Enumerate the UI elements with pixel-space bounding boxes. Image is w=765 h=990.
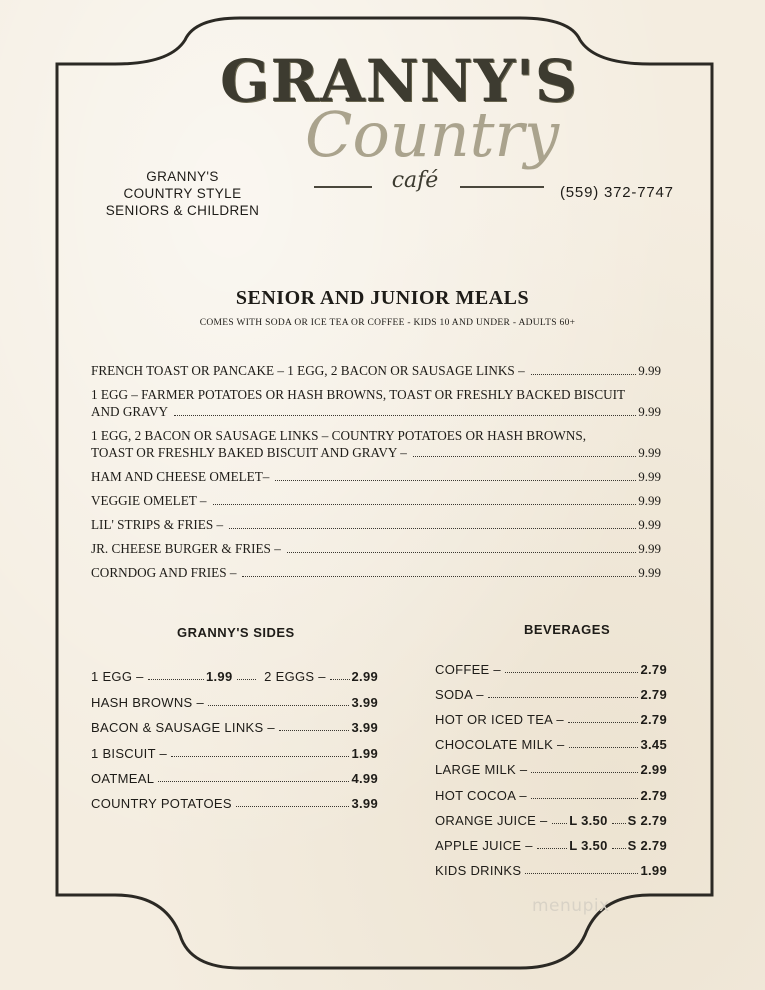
meal-price: 9.99 bbox=[638, 404, 661, 419]
leader-dots bbox=[236, 805, 350, 807]
beverage-label: HOT OR ICED TEA – bbox=[435, 712, 564, 728]
leader-dots bbox=[531, 771, 638, 773]
beverage-item bbox=[435, 677, 667, 702]
leader-dots bbox=[505, 671, 639, 673]
leader-dots bbox=[287, 551, 636, 553]
leader-dots bbox=[531, 797, 639, 799]
leader-dots bbox=[525, 872, 638, 874]
side-price: 3.99 bbox=[351, 694, 378, 710]
beverage-label: HOT COCOA – bbox=[435, 787, 527, 803]
meals-list bbox=[91, 362, 661, 581]
meal-item bbox=[91, 362, 661, 379]
leader-dots bbox=[208, 704, 350, 706]
meal-name: HAM AND CHEESE OMELET– bbox=[91, 469, 270, 484]
side-label: 1 BISCUIT – bbox=[91, 745, 168, 761]
meal-price: 9.99 bbox=[638, 517, 661, 532]
tagline-line: GRANNY'S bbox=[146, 169, 219, 184]
logo-grannys: GRANNY'S bbox=[220, 47, 578, 115]
leader-dots bbox=[148, 678, 204, 680]
leader-dots bbox=[158, 780, 349, 782]
side-price: 1.99 bbox=[205, 669, 233, 685]
beverage-item bbox=[435, 828, 667, 853]
side-item bbox=[91, 659, 378, 684]
beverage-item bbox=[435, 727, 667, 752]
beverage-item bbox=[435, 853, 667, 878]
beverage-label: KIDS DRINKS bbox=[435, 862, 522, 878]
leader-dots bbox=[488, 696, 639, 698]
leader-dots bbox=[242, 575, 636, 577]
beverage-label: APPLE JUICE – bbox=[435, 837, 533, 853]
beverage-price-large: L 3.50 bbox=[569, 812, 608, 828]
leader-dots bbox=[213, 503, 637, 505]
side-item bbox=[91, 684, 378, 709]
phone-number[interactable]: (559) 372-7747 bbox=[560, 184, 674, 201]
meal-name: LIL' STRIPS & FRIES – bbox=[91, 517, 224, 532]
side-label: 2 EGGS – bbox=[264, 669, 326, 685]
tagline-line: COUNTRY STYLE bbox=[123, 186, 242, 201]
beverage-price: 2.99 bbox=[640, 762, 667, 778]
meal-price: 9.99 bbox=[638, 493, 661, 508]
leader-dots bbox=[171, 755, 349, 757]
leader-dots bbox=[330, 678, 350, 680]
meal-item bbox=[91, 386, 661, 420]
leader-dots bbox=[568, 721, 639, 723]
section-subtitle: COMES WITH SODA OR ICE TEA OR COFFEE - KIDS 10 AND UNDER - ADULTS 60+ bbox=[199, 318, 576, 328]
leader-dots bbox=[279, 729, 350, 731]
side-price: 1.99 bbox=[351, 745, 378, 761]
beverage-item bbox=[435, 777, 667, 802]
beverage-price: 2.79 bbox=[640, 687, 667, 703]
leader-dots bbox=[413, 455, 636, 457]
beverages-list bbox=[435, 652, 667, 878]
meal-name: CORNDOG AND FRIES – bbox=[91, 565, 237, 580]
section-title: SENIOR AND JUNIOR MEALS bbox=[235, 287, 530, 309]
beverage-price: 3.45 bbox=[640, 737, 667, 753]
beverages-title: BEVERAGES bbox=[524, 622, 611, 637]
meal-price: 9.99 bbox=[638, 541, 661, 556]
sides-title: GRANNY'S SIDES bbox=[177, 625, 295, 640]
tagline-line: SENIORS & CHILDREN bbox=[105, 203, 260, 218]
leader-dots bbox=[275, 479, 636, 481]
beverage-price: 2.79 bbox=[640, 712, 667, 728]
side-price: 4.99 bbox=[351, 770, 378, 786]
logo-cafe: café bbox=[391, 168, 439, 193]
beverage-item bbox=[435, 752, 667, 777]
meal-name-cont: TOAST OR FRESHLY BAKED BISCUIT AND GRAVY – bbox=[91, 445, 407, 460]
meal-name: JR. CHEESE BURGER & FRIES – bbox=[91, 541, 281, 556]
sides-list bbox=[91, 659, 378, 811]
logo-rule-right bbox=[460, 186, 544, 188]
side-segment bbox=[91, 669, 233, 684]
watermark: menupix bbox=[532, 896, 610, 916]
meal-price: 9.99 bbox=[638, 469, 661, 484]
side-item bbox=[91, 786, 378, 811]
meal-item bbox=[91, 516, 661, 533]
side-item bbox=[91, 710, 378, 735]
meal-name: 1 EGG – FARMER POTATOES OR HASH BROWNS, TOAST OR FRESHLY BACKED BISCUIT bbox=[91, 387, 626, 402]
beverage-price-small: S 2.79 bbox=[627, 837, 667, 853]
side-label: BACON & SAUSAGE LINKS – bbox=[91, 720, 275, 736]
leader-dots bbox=[612, 822, 626, 824]
leader-dots bbox=[612, 847, 626, 849]
beverage-label: ORANGE JUICE – bbox=[435, 812, 548, 828]
meal-item bbox=[91, 564, 661, 581]
side-item bbox=[91, 761, 378, 786]
leader-dots bbox=[531, 373, 637, 375]
meal-name: 1 EGG, 2 BACON OR SAUSAGE LINKS – COUNTRY POTATOES OR HASH BROWNS, bbox=[91, 428, 586, 443]
meal-item bbox=[91, 540, 661, 557]
beverage-price: 2.79 bbox=[640, 662, 667, 678]
meal-item bbox=[91, 427, 661, 461]
side-label: HASH BROWNS – bbox=[91, 694, 204, 710]
leader-dots bbox=[229, 527, 636, 529]
side-price: 3.99 bbox=[351, 720, 378, 736]
leader-dots bbox=[552, 822, 568, 824]
beverage-price: 1.99 bbox=[640, 862, 667, 878]
beverage-label: LARGE MILK – bbox=[435, 762, 528, 778]
beverage-item bbox=[435, 702, 667, 727]
beverage-label: SODA – bbox=[435, 687, 484, 703]
beverage-item bbox=[435, 652, 667, 677]
side-label: 1 EGG – bbox=[91, 669, 144, 685]
side-item bbox=[91, 735, 378, 760]
side-price: 3.99 bbox=[351, 796, 378, 812]
meal-name-cont: AND GRAVY bbox=[91, 404, 169, 419]
meal-name: VEGGIE OMELET – bbox=[91, 493, 207, 508]
meal-price: 9.99 bbox=[638, 363, 661, 378]
side-label: OATMEAL bbox=[91, 770, 155, 786]
beverage-item bbox=[435, 803, 667, 828]
leader-dots bbox=[174, 414, 636, 416]
meal-price: 9.99 bbox=[638, 565, 661, 580]
beverage-price-small: S 2.79 bbox=[627, 812, 667, 828]
side-label: COUNTRY POTATOES bbox=[91, 796, 232, 812]
tagline bbox=[100, 168, 265, 219]
beverage-price-large: L 3.50 bbox=[569, 837, 608, 853]
beverage-label: CHOCOLATE MILK – bbox=[435, 737, 565, 753]
leader-dots bbox=[537, 847, 567, 849]
beverage-label: COFFEE – bbox=[435, 662, 501, 678]
side-segment bbox=[237, 669, 379, 684]
meal-price: 9.99 bbox=[638, 445, 661, 460]
side-price: 2.99 bbox=[351, 669, 379, 685]
logo-country: Country bbox=[305, 98, 560, 171]
leader-dots bbox=[237, 678, 257, 680]
beverage-price: 2.79 bbox=[640, 787, 667, 803]
meal-item bbox=[91, 492, 661, 509]
meal-item bbox=[91, 468, 661, 485]
meal-name: FRENCH TOAST OR PANCAKE – 1 EGG, 2 BACON OR SAUSAGE LINKS – bbox=[91, 363, 525, 378]
leader-dots bbox=[569, 746, 639, 748]
